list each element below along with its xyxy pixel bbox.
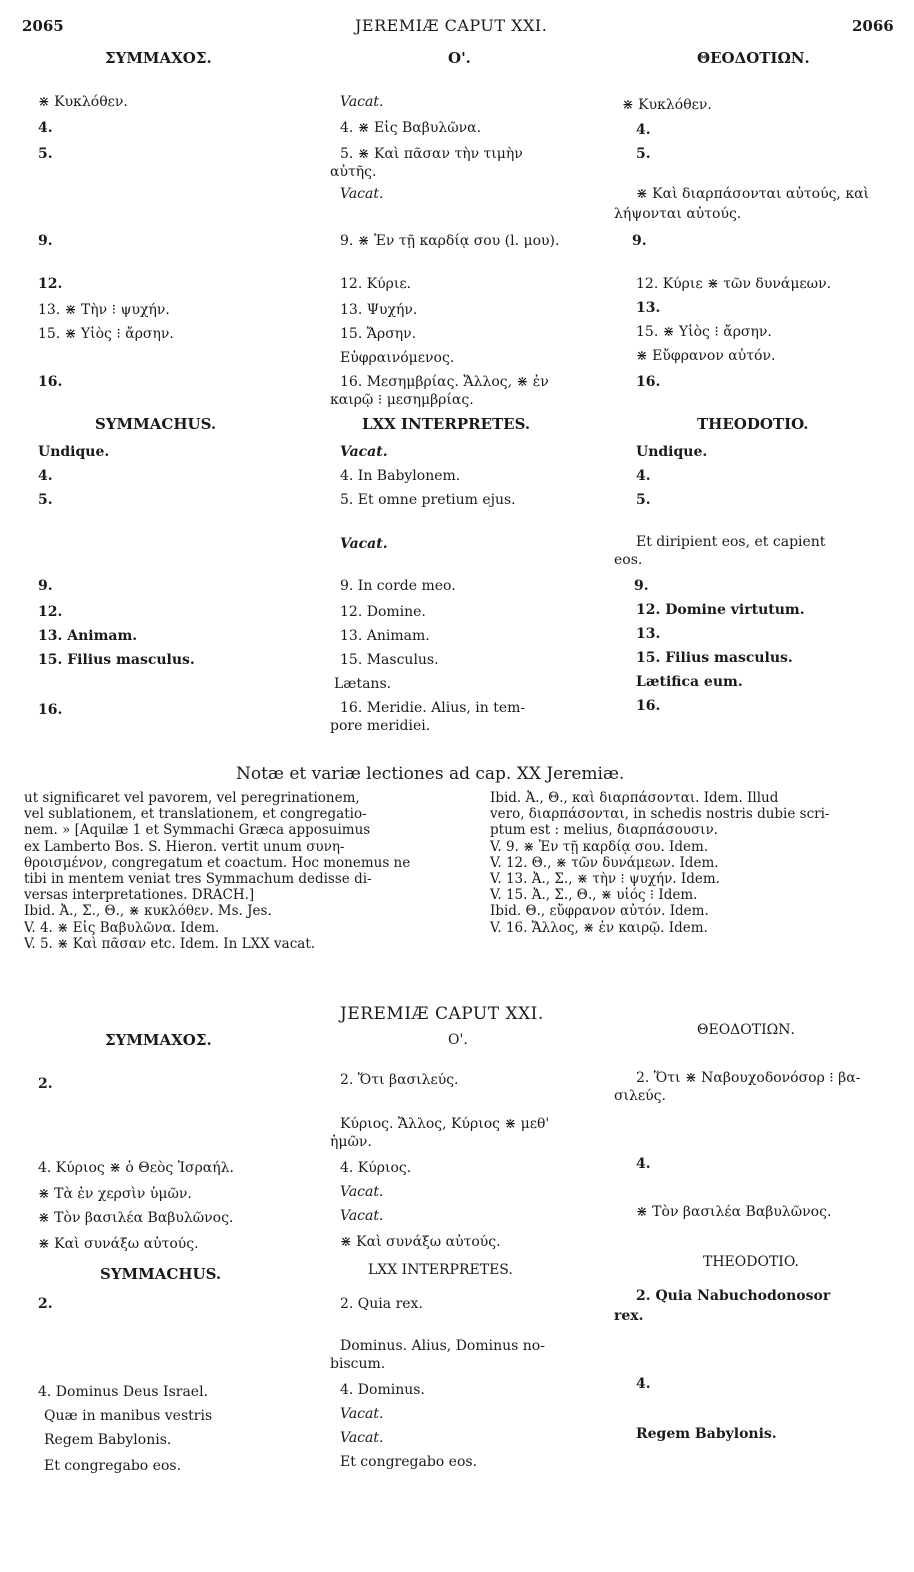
text-line: 2. [38,1076,53,1092]
note-line: V. 13. Ἀ., Σ., ⋇ τὴν ⁝ ψυχήν. Idem. [490,871,720,888]
text-line: 12. [38,604,63,620]
text-line: 2. Quia rex. [340,1296,423,1312]
text-line: Undique. [636,444,708,460]
heading-lxx-latin-2: LXX INTERPRETES. [368,1262,513,1278]
text-line: ⋇ Καὶ συνάξω αὐτούς. [340,1234,501,1250]
text-line: 15. Filius masculus. [38,652,195,668]
note-line: ut significaret vel pavorem, vel peregrinationem, [24,790,360,806]
text-line: 5. [38,146,53,162]
note-line: vero, διαρπάσονται, in schedis nostris dubie scri- [490,806,830,823]
text-line: 9. [38,578,53,594]
text-line: Regem Babylonis. [636,1426,777,1442]
text-line: ⋇ Τὸν βασιλέα Βαβυλῶνος. [38,1210,234,1226]
text-line: ⋇ Τὰ ἐν χερσὶν ὑμῶν. [38,1186,192,1202]
note-line: V. 9. ⋇ Ἐν τῇ καρδίᾳ σου. Idem. [490,838,709,855]
note-line: vel sublationem, et translationem, et congregatio- [24,806,367,823]
text-line: καιρῷ ⁝ μεσημβρίας. [330,392,474,408]
text-line: Dominus. Alius, Dominus no- [340,1338,545,1354]
note-line: V. 16. Ἄλλος, ⋇ ἐν καιρῷ. Idem. [490,919,708,936]
text-line: ⋇ Εὔφρανον αὐτόν. [636,348,776,364]
text-line: Et diripient eos, et capient [636,534,826,550]
heading-theodotion-greek-2: ΘΕΟΔΟΤΙΩΝ. [697,1022,795,1038]
text-line: Undique. [38,444,110,460]
text-line: 16. [636,698,661,714]
note-line: Ibid. Ἀ., Σ., Θ., ⋇ κυκλόθεν. Ms. Jes. [24,903,272,920]
heading-lxx-greek-2: Ο'. [448,1032,468,1048]
text-line: Regem Babylonis. [44,1432,172,1448]
text-line: 2. Quia Nabuchodonosor [636,1288,831,1304]
text-line: 5. [636,492,651,508]
text-line: Vacat. [340,1184,384,1200]
note-line: θροισμένον, congregatum et coactum. Hoc monemus ne [24,854,411,871]
text-line: 9. In corde meo. [340,578,456,594]
text-line: 16. Μεσημβρίας. Ἄλλος, ⋇ ἐν [340,374,549,390]
text-line: Lætifica eum. [636,674,743,690]
note-line: versas interpretationes. DRACH.] [24,887,255,904]
text-line: 13. Ψυχήν. [340,302,418,318]
heading-symmachus-latin: SYMMACHUS. [95,415,217,433]
text-line: rex. [614,1308,644,1324]
text-line: 2. Ὅτι βασιλεύς. [340,1072,459,1088]
running-head: JEREMIÆ CAPUT XXI. [355,16,548,35]
text-line: Quæ in manibus vestris [44,1408,213,1424]
text-line: Vacat. [340,444,388,460]
text-line: ἡμῶν. [330,1134,372,1150]
note-line: ex Lamberto Bos. S. Hieron. vertit unum συνη- [24,838,345,855]
text-line: 9. [634,578,649,594]
text-line: pore meridiei. [330,718,431,734]
text-line: 5. Et omne pretium ejus. [340,492,516,508]
text-line: 4. [636,1156,651,1172]
text-line: 16. [636,374,661,390]
note-line: V. 5. ⋇ Καὶ πᾶσαν etc. Idem. In LXX vacat. [24,935,316,952]
text-line: Vacat. [340,1430,384,1446]
text-line: 4. Dominus. [340,1382,425,1398]
text-line: Vacat. [340,1208,384,1224]
text-line: ⋇ Καὶ διαρπάσονται αὐτούς, καὶ [636,186,870,202]
text-line: 4. Dominus Deus Israel. [38,1384,209,1400]
text-line: 16. Meridie. Alius, in tem- [340,700,526,716]
notes-right-column [490,790,829,936]
text-line: 2. Ὅτι ⋇ Ναβουχοδονόσορ ⁝ βα- [636,1070,861,1086]
text-line: 13. [636,626,661,642]
text-line: biscum. [330,1356,386,1372]
note-line: Ibid. Ἀ., Θ., καὶ διαρπάσονται. Idem. Illud [490,790,779,806]
text-line: 15. Filius masculus. [636,650,793,666]
note-line: V. 15. Ἀ., Σ., Θ., ⋇ υἱός ⁝ Idem. [490,887,698,904]
text-line: ⋇ Τὸν βασιλέα Βαβυλῶνος. [636,1204,832,1220]
text-line: 9. ⋇ Ἐν τῇ καρδίᾳ σου (l. μου). [340,233,560,249]
text-line: 5. [636,146,651,162]
text-line: 2. [38,1296,53,1312]
text-line: Vacat. [340,94,384,110]
heading-theodotion-latin-2: THEODOTIO. [703,1254,799,1270]
note-line: Ibid. Θ., εὔφρανον αὐτόν. Idem. [490,903,709,920]
notes-title: Notæ et variæ lectiones ad cap. XX Jeremiæ. [236,764,625,784]
text-line: Vacat. [340,536,388,552]
text-line: 15. Ἄρσην. [340,326,417,342]
note-line: tibi in mentem veniat tres Symmachum dedisse di- [24,871,372,888]
heading-symmachus-latin-2: SYMMACHUS. [100,1265,222,1283]
heading-theodotion-latin: THEODOTIO. [697,415,809,433]
text-line: 16. [38,374,63,390]
text-line: ⋇ Καὶ συνάξω αὐτούς. [38,1236,199,1252]
text-line: 4. [636,468,651,484]
heading-symmachus-greek: ΣΥΜΜΑΧΟΣ. [105,49,212,67]
note-line: ptum est : melius, διαρπάσουσιν. [490,822,718,839]
text-line: 5. [38,492,53,508]
heading-theodotion-greek: ΘΕΟΔΟΤΙΩΝ. [697,49,810,67]
text-line: 4. Κύριος ⋇ ὁ Θεὸς Ἰσραήλ. [38,1160,234,1176]
note-line: V. 12. Θ., ⋇ τῶν δυνάμεων. Idem. [490,854,719,871]
text-line: 12. Domine. [340,604,426,620]
text-line: 13. [636,300,661,316]
text-line: eos. [614,552,643,568]
text-line: Vacat. [340,186,384,202]
text-line: 4. [636,122,651,138]
text-line: 15. Masculus. [340,652,439,668]
text-line: 4. [38,468,53,484]
text-line: 12. Κύριε. [340,276,412,292]
text-line: 4. [636,1376,651,1392]
text-line: 4. [38,120,53,136]
heading-lxx-greek: Ο'. [448,49,471,67]
text-line: ⋇ Κυκλόθεν. [38,94,128,110]
text-line: 16. [38,702,63,718]
note-line: nem. » [Aquilæ 1 et Symmachi Græca apposuimus [24,822,371,839]
page-number-right: 2066 [852,17,894,35]
text-line: 12. [38,276,63,292]
text-line: Lætans. [334,676,392,692]
text-line: Et congregabo eos. [340,1454,478,1470]
text-line: 15. ⋇ Υἱὸς ⁝ ἄρσην. [38,326,174,342]
text-line: Κύριος. Ἄλλος, Κύριος ⋇ μεθ' [340,1116,550,1132]
heading-symmachus-greek-2: ΣΥΜΜΑΧΟΣ. [105,1031,212,1049]
notes-left-column [24,790,410,952]
heading-lxx-latin: LXX INTERPRETES. [362,415,531,433]
text-line: ⋇ Κυκλόθεν. [622,97,712,113]
note-line: V. 4. ⋇ Εἰς Βαβυλῶνα. Idem. [24,919,220,936]
text-line: αὐτῆς. [330,164,377,180]
text-line: Vacat. [340,1406,384,1422]
text-line: 13. Animam. [340,628,430,644]
text-line: λήψονται αὐτούς. [614,206,742,222]
chapter-title: JEREMIÆ CAPUT XXI. [340,1004,544,1024]
text-line: 13. Animam. [38,628,138,644]
text-line: 4. In Babylonem. [340,468,461,484]
text-line: 9. [38,233,53,249]
text-line: 9. [632,233,647,249]
text-line: 13. ⋇ Τὴν ⁝ ψυχήν. [38,302,170,318]
text-line: 12. Κύριε ⋇ τῶν δυνάμεων. [636,276,832,292]
text-line: σιλεύς. [614,1088,666,1104]
text-line: 4. Κύριος. [340,1160,412,1176]
text-line: 5. ⋇ Καὶ πᾶσαν τὴν τιμὴν [340,146,523,162]
text-line: Εὐφραινόμενος. [340,350,455,366]
page-number-left: 2065 [22,17,64,35]
text-line: 15. ⋇ Υἱὸς ⁝ ἄρσην. [636,324,772,340]
text-line: 4. ⋇ Εἰς Βαβυλῶνα. [340,120,482,136]
text-line: 12. Domine virtutum. [636,602,805,618]
text-line: Et congregabo eos. [44,1458,182,1474]
